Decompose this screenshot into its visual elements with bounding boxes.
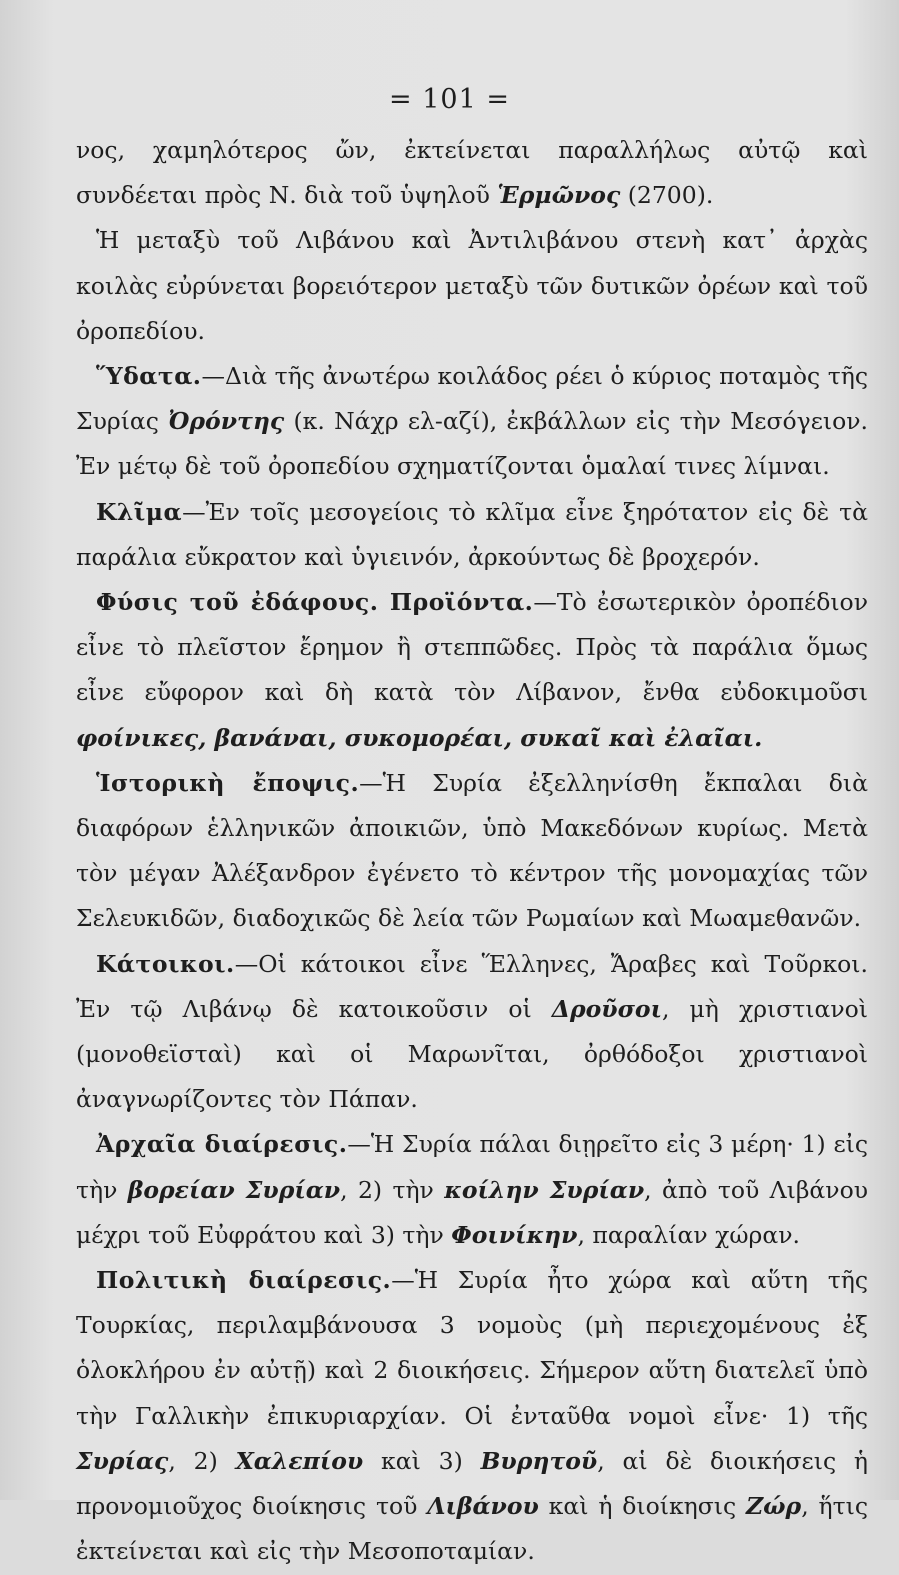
paragraph — [76, 761, 868, 942]
paragraph — [76, 128, 868, 218]
section-heading: Φύσις τοῦ ἐδάφους. Προϊόντα. — [96, 588, 534, 617]
section-heading: Ἀρχαῖα διαίρεσις. — [96, 1130, 348, 1159]
page-text — [76, 128, 868, 1575]
text-run: —Ἡ Συρία ἐξελληνίσθη ἔκπαλαι διὰ διαφόρων ἑλληνικῶν ἀποικιῶν, ὑπὸ Μακεδόνων κυρίως. Μετὰ τὸν μέγαν Ἀλέξανδρον ἐγένετο τὸ κέντρον τῆς μονομαχίας τῶν Σελευκιδῶν, διαδοχικῶς δὲ λεία τῶν Ρωμαίων καὶ Μωαμεθανῶν. — [76, 768, 868, 933]
emphasized-term: βορείαν Συρίαν — [127, 1175, 341, 1204]
paragraph — [76, 490, 868, 580]
paragraph — [76, 580, 868, 761]
text-run: —Οἱ κάτοικοι εἶνε Ἕλληνες, Ἄραβες καὶ Τοῦρκοι. Ἐν τῷ Λιβάνῳ δὲ κατοικοῦσιν οἱ — [76, 949, 868, 1023]
text-run: —Διὰ τῆς ἀνωτέρω κοιλάδος ρέει ὁ κύριος ποταμὸς τῆς Συρίας — [76, 362, 868, 436]
text-run: , μὴ χριστιανοὶ (μονοθεϊσταὶ) καὶ οἱ Μαρωνῖται, ὀρθόδοξοι χριστιανοὶ ἀναγνωρίζοντες τὸν Πάπαν. — [76, 994, 869, 1114]
text-run: καὶ ἡ διοίκησις — [538, 1492, 747, 1521]
section-heading: Κλῖμα — [96, 497, 183, 526]
emphasized-term: Ζώρ — [746, 1492, 802, 1521]
text-run: , παραλίαν χώραν. — [577, 1220, 800, 1249]
emphasized-term: Φοινίκην — [451, 1220, 578, 1249]
text-run: (κ. Νάχρ ελ-αζί), ἐκβάλλων εἰς τὴν Μεσόγειον. Ἐν μέτῳ δὲ τοῦ ὀροπεδίου σχηματίζονται ὁμαλαί τινες λίμναι. — [76, 407, 868, 481]
section-heading: Κάτοικοι. — [96, 949, 235, 978]
text-run: (2700). — [620, 181, 714, 210]
emphasized-term: Ὀρόντης — [168, 407, 285, 436]
paragraph — [76, 942, 868, 1123]
paragraph — [76, 354, 868, 490]
text-run: , 2) — [168, 1446, 236, 1475]
paragraph — [76, 1258, 868, 1574]
emphasized-term: Ἑρμῶνος — [497, 181, 621, 210]
section-heading: Ἱστορικὴ ἔποψις. — [96, 768, 360, 797]
text-run: —Ἡ Συρία ἦτο χώρα καὶ αὕτη τῆς Τουρκίας, περιλαμβάνουσα 3 νομοὺς (μὴ περιεχομένους ἐξ ὁλοκλήρου ἐν αὐτῇ) καὶ 2 διοικήσεις. Σήμερον αὕτη διατελεῖ ὑπὸ τὴν Γαλλικὴν ἐπικυριαρχίαν. Οἱ ἐνταῦθα νομοὶ εἶνε· 1) τῆς — [76, 1266, 868, 1430]
section-heading: Πολιτικὴ διαίρεσις. — [96, 1266, 392, 1295]
page-number: = 101 = — [389, 84, 510, 115]
text-run: —Ἡ Συρία πάλαι διῃρεῖτο εἰς 3 μέρη· 1) εἰς τὴν — [76, 1130, 868, 1204]
text-run: , ἀπὸ τοῦ Λιβάνου μέχρι τοῦ Εὐφράτου καὶ 3) τὴν — [76, 1175, 868, 1249]
emphasized-term: Συρίας — [76, 1446, 169, 1475]
paragraph — [76, 218, 868, 354]
paragraph — [76, 1122, 868, 1258]
emphasized-term: Λιβάνου — [427, 1492, 539, 1521]
emphasized-term: Βυρητοῦ — [480, 1446, 598, 1475]
emphasized-term: Δροῦσοι — [551, 994, 662, 1023]
text-run: νος, χαμηλότερος ὤν, ἐκτείνεται παραλλήλως αὐτῷ καὶ συνδέεται πρὸς Ν. διὰ τοῦ ὑψηλοῦ — [76, 136, 868, 210]
text-run: , 2) τὴν — [340, 1175, 445, 1204]
text-run: —Τὸ ἐσωτερικὸν ὀροπέδιον εἶνε τὸ πλεῖστον ἔρημον ἢ στεππῶδες. Πρὸς τὰ παράλια ὅμως εἶνε εὔφορον καὶ δὴ κατὰ τὸν Λίβανον, ἔνθα εὐδοκιμοῦσι — [76, 588, 868, 707]
emphasized-term: κοίλην Συρίαν — [444, 1175, 645, 1204]
emphasized-term: φοίνικες, βανάναι, συκομορέαι, συκαῖ καὶ ἐλαῖαι. — [76, 723, 763, 752]
text-run: καὶ 3) — [363, 1446, 481, 1475]
emphasized-term: Χαλεπίου — [235, 1446, 364, 1475]
text-run: , αἱ δὲ διοικήσεις ἡ προνομιοῦχος διοίκησις τοῦ — [76, 1446, 869, 1521]
section-heading: Ὕδατα. — [96, 362, 202, 391]
text-run: —Ἐν τοῖς μεσογείοις τὸ κλῖμα εἶνε ξηρότατον εἰς δὲ τὰ παράλια εὔκρατον καὶ ὑγιεινόν, ἀρκούντως δὲ βροχερόν. — [76, 497, 868, 571]
text-run: Ἡ μεταξὺ τοῦ Λιβάνου καὶ Ἀντιλιβάνου στενὴ κατ᾽ ἀρχὰς κοιλὰς εὐρύνεται βορειότερον μεταξὺ τῶν δυτικῶν ὀρέων καὶ τοῦ ὀροπεδίου. — [76, 226, 868, 345]
text-run: , ἥτις ἐκτείνεται καὶ εἰς τὴν Μεσοποταμίαν. — [76, 1492, 868, 1566]
